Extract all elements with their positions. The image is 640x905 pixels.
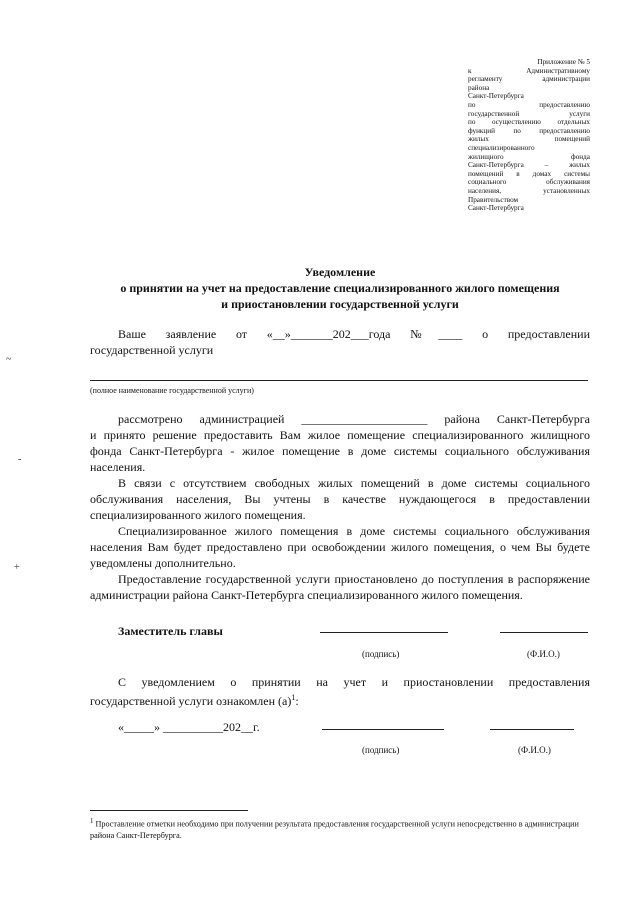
ack-signature-caption: (подпись) (362, 745, 400, 755)
provision-paragraph: Специализированное жилого помещения в доме системы социального обслуживания населения Вам будет предоставлено при освобождении жилого помещения, о чем Вы будете уведомлены дополнительно. (90, 524, 590, 570)
annex-line: по предоставлению (468, 100, 590, 109)
annex-line: жилищного фонда (468, 152, 590, 161)
annex-line: Правительством (468, 195, 519, 204)
application-line-2: государственной услуги (90, 343, 214, 357)
annex-line: регламенту администрации (468, 75, 590, 84)
doc-title: Уведомление (304, 265, 376, 279)
ack-fio-caption: (Ф.И.О.) (518, 745, 551, 755)
footnote: $^1$ Проставление отметки необходимо при получении результата предоставления государственной услуги непосредственно в администрации района Санкт-Петербурга. (90, 818, 579, 840)
registration-paragraph: В связи с отсутствием свободных жилых помещений в доме системы социального обслуживания населения, Вы учтены в качестве нуждающегося в предоставлении специализированного жилого помещения. (90, 476, 590, 522)
annex-line: населения, установленных (468, 186, 590, 195)
application-line: Ваше заявление от «__»_______202___года №____ о предоставлении (118, 327, 590, 341)
margin-mark: ~ (6, 354, 12, 365)
fio-line (500, 632, 588, 633)
margin-mark: + (14, 562, 20, 573)
annex-line: района (468, 83, 490, 92)
acknowledgement-line-2: государственной услуги ознакомлен $(а)^1$: (90, 693, 299, 708)
suspension-paragraph: Предоставление государственной услуги приостановлено до поступления в распоряжение администрации района Санкт-Петербурга специализированного жилого помещения. (90, 572, 590, 602)
annex-line: государственной услуги (468, 109, 590, 118)
annex-line: специализированного (468, 143, 535, 152)
acknowledgement-line: С уведомлением о принятии на учет и приостановлении предоставления (118, 675, 590, 689)
annex-line: к Административному (468, 66, 590, 75)
annex-line: жилых помещений (468, 135, 590, 144)
doc-subtitle-2: и приостановлении государственной услуги (221, 297, 459, 311)
annex-line: функций по предоставлению (468, 126, 590, 135)
service-name-line (90, 380, 588, 381)
ack-signature-line (322, 729, 444, 730)
doc-subtitle: о принятии на учет на предоставление специализированного жилого помещения (120, 281, 560, 295)
annex-line: Санкт-Петербурга (468, 92, 524, 101)
decision-line: рассмотрено администрацией _____________________ района Санкт-Петербурга (118, 412, 590, 426)
footnote-separator (90, 810, 248, 811)
ack-fio-line (490, 729, 574, 730)
annex-line: социального обслуживания (468, 178, 590, 187)
margin-mark: - (18, 454, 22, 465)
annex-line: Санкт-Петербурга – жилых (468, 161, 590, 170)
signature-caption: (подпись) (362, 649, 400, 659)
fio-caption: (Ф.И.О.) (527, 649, 560, 659)
annex-line: Санкт-Петербурга (468, 204, 524, 213)
annex-line: Приложение № 5 (537, 58, 590, 66)
deputy-label: Заместитель главы (118, 624, 223, 638)
annex-line: помещений в домах системы (468, 169, 590, 178)
decision-paragraph: и принято решение предоставить Вам жилое помещение специализированного жилищного фонда Санкт-Петербурга - жилое помещение в доме системы социального обслуживания населения. (90, 428, 590, 474)
signature-line (320, 632, 448, 633)
service-name-caption: (полное наименование государственной услуги) (90, 386, 254, 395)
annex-header (468, 58, 590, 213)
annex-line: по осуществлению отдельных (468, 118, 590, 127)
ack-date: «_____» __________202__г. (118, 720, 260, 734)
